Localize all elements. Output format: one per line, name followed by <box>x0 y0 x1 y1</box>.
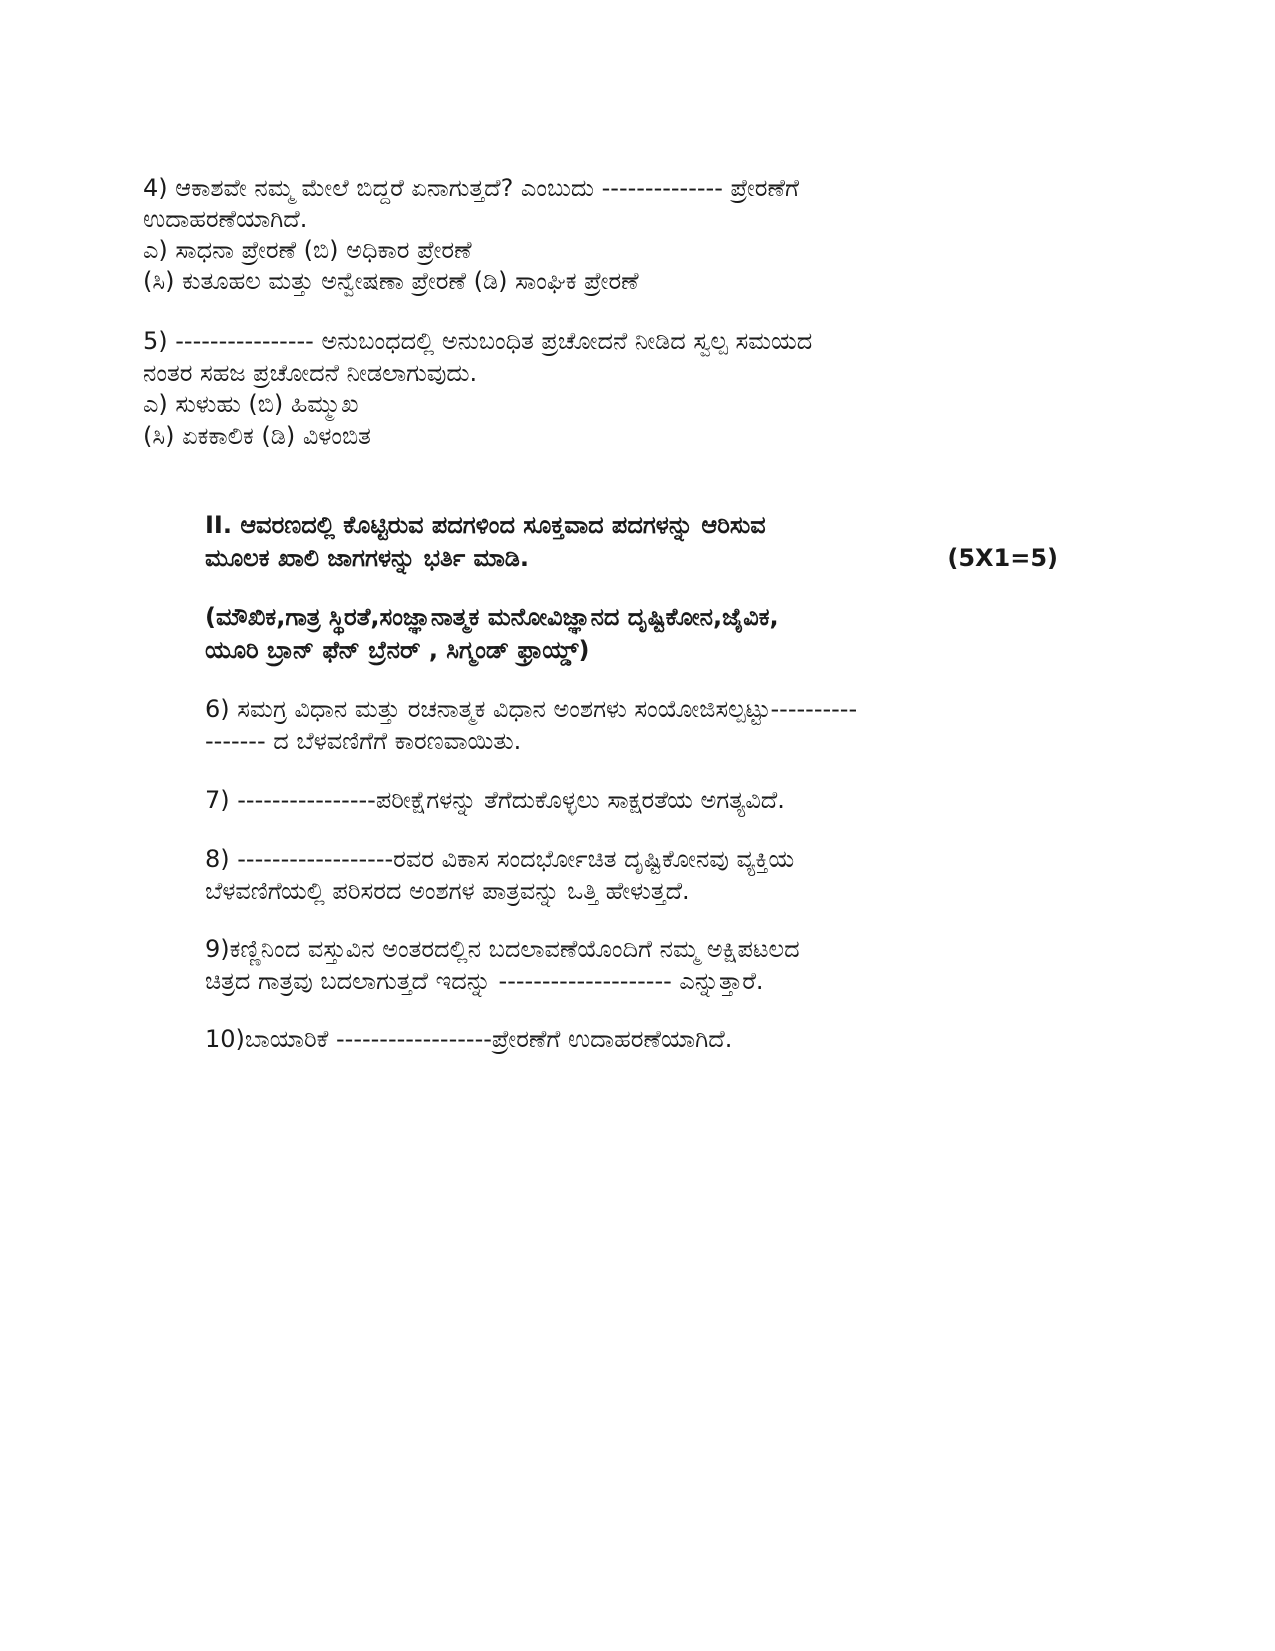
question-7-text-line-1: 7) ----------------ಪರೀಕ್ಷೆಗಳನ್ನು ತೆಗೆದುಕೊಳ್ಳಲು ಸಾಕ್ಷರತೆಯ ಅಗತ್ಯವಿದೆ. <box>205 786 785 814</box>
question-10-text-line-1: 10)ಬಾಯಾರಿಕೆ ------------------ಪ್ರೇರಣೆಗೆ ಉದಾಹರಣೆಯಾಗಿದೆ. <box>205 1025 733 1053</box>
question-6-text-line-1: 6) ಸಮಗ್ರ ವಿಧಾನ ಮತ್ತು ರಚನಾತ್ಮಕ ವಿಧಾನ ಅಂಶಗಳು ಸಂಯೋಜಿಸಲ್ಪಟ್ಟು---------- <box>205 695 858 723</box>
question-9-text-line-2: ಚಿತ್ರದ ಗಾತ್ರವು ಬದಲಾಗುತ್ತದೆ ಇದನ್ನು -------------------- ಎನ್ನುತ್ತಾರೆ. <box>205 967 764 995</box>
question-5-options-line-1: ಎ) ಸುಳುಹು (ಬಿ) ಹಿಮ್ಮುಖ <box>143 390 359 418</box>
question-4-options-line-2: (ಸಿ) ಕುತೂಹಲ ಮತ್ತು ಅನ್ವೇಷಣಾ ಪ್ರೇರಣೆ (ಡಿ) ಸಾಂಘಿಕ ಪ್ರೇರಣೆ <box>143 267 639 295</box>
question-5-options-line-2: (ಸಿ) ಏಕಕಾಲಿಕ (ಡಿ) ವಿಳಂಬಿತ <box>143 422 371 450</box>
section-2-heading-line-1: II. ಆವರಣದಲ್ಲಿ ಕೊಟ್ಟಿರುವ ಪದಗಳಿಂದ ಸೂಕ್ತವಾದ ಪದಗಳನ್ನು ಆರಿಸುವ <box>205 511 766 539</box>
section-2-heading <box>205 509 1115 579</box>
section-2-marks: (5X1=5) <box>947 544 1058 572</box>
question-8-text-line-2: ಬೆಳವಣಿಗೆಯಲ್ಲಿ ಪರಿಸರದ ಅಂಶಗಳ ಪಾತ್ರವನ್ನು ಒತ್ತಿ ಹೇಳುತ್ತದೆ. <box>205 877 690 905</box>
question-4-options-line-1: ಎ) ಸಾಧನಾ ಪ್ರೇರಣೆ (ಬಿ) ಅಧಿಕಾರ ಪ್ರೇರಣೆ <box>143 236 472 264</box>
question-9-text-line-1: 9)ಕಣ್ಣಿನಿಂದ ವಸ್ತುವಿನ ಅಂತರದಲ್ಲಿನ ಬದಲಾವಣೆಯೊಂದಿಗೆ ನಮ್ಮ ಅಕ್ಷಿಪಟಲದ <box>205 935 800 963</box>
question-5-text-line-1: 5) ---------------- ಅನುಬಂಧದಲ್ಲಿ ಅನುಬಂಧಿತ ಪ್ರಚೋದನೆ ನೀಡಿದ ಸ್ವಲ್ಪ ಸಮಯದ <box>143 327 813 355</box>
word-choices-line-1: (ಮೌಖಿಕ,ಗಾತ್ರ ಸ್ಥಿರತೆ,ಸಂಜ್ಞಾನಾತ್ಮಕ ಮನೋವಿಜ್ಞಾನದ ದೃಷ್ಟಿಕೋನ,ಜೈವಿಕ, <box>205 603 779 631</box>
question-6-text-line-2: ------- ದ ಬೆಳವಣಿಗೆಗೆ ಕಾರಣವಾಯಿತು. <box>205 727 522 755</box>
question-4-text-line-2: ಉದಾಹರಣೆಯಾಗಿದೆ. <box>143 205 308 233</box>
question-4-text-line-1: 4) ಆಕಾಶವೇ ನಮ್ಮ ಮೇಲೆ ಬಿದ್ದರೆ ಏನಾಗುತ್ತದೆ? ಎಂಬುದು -------------- ಪ್ರೇರಣೆಗೆ <box>143 174 799 202</box>
question-5-text-line-2: ನಂತರ ಸಹಜ ಪ್ರಚೋದನೆ ನೀಡಲಾಗುವುದು. <box>143 359 478 387</box>
question-8-text-line-1: 8) ------------------ರವರ ವಿಕಾಸ ಸಂದರ್ಭೋಚಿತ ದೃಷ್ಟಿಕೋನವು ವ್ಯಕ್ತಿಯ <box>205 845 795 873</box>
section-2-heading-line-2: ಮೂಲಕ ಖಾಲಿ ಜಾಗಗಳನ್ನು ಭರ್ತಿ ಮಾಡಿ. <box>205 544 530 572</box>
word-choices-line-2: ಯೂರಿ ಬ್ರಾನ್ ಫೆನ್ ಬ್ರೆನರ್ , ಸಿಗ್ಮಂಡ್ ಫ್ರಾಯ್ಡ್) <box>205 636 590 664</box>
